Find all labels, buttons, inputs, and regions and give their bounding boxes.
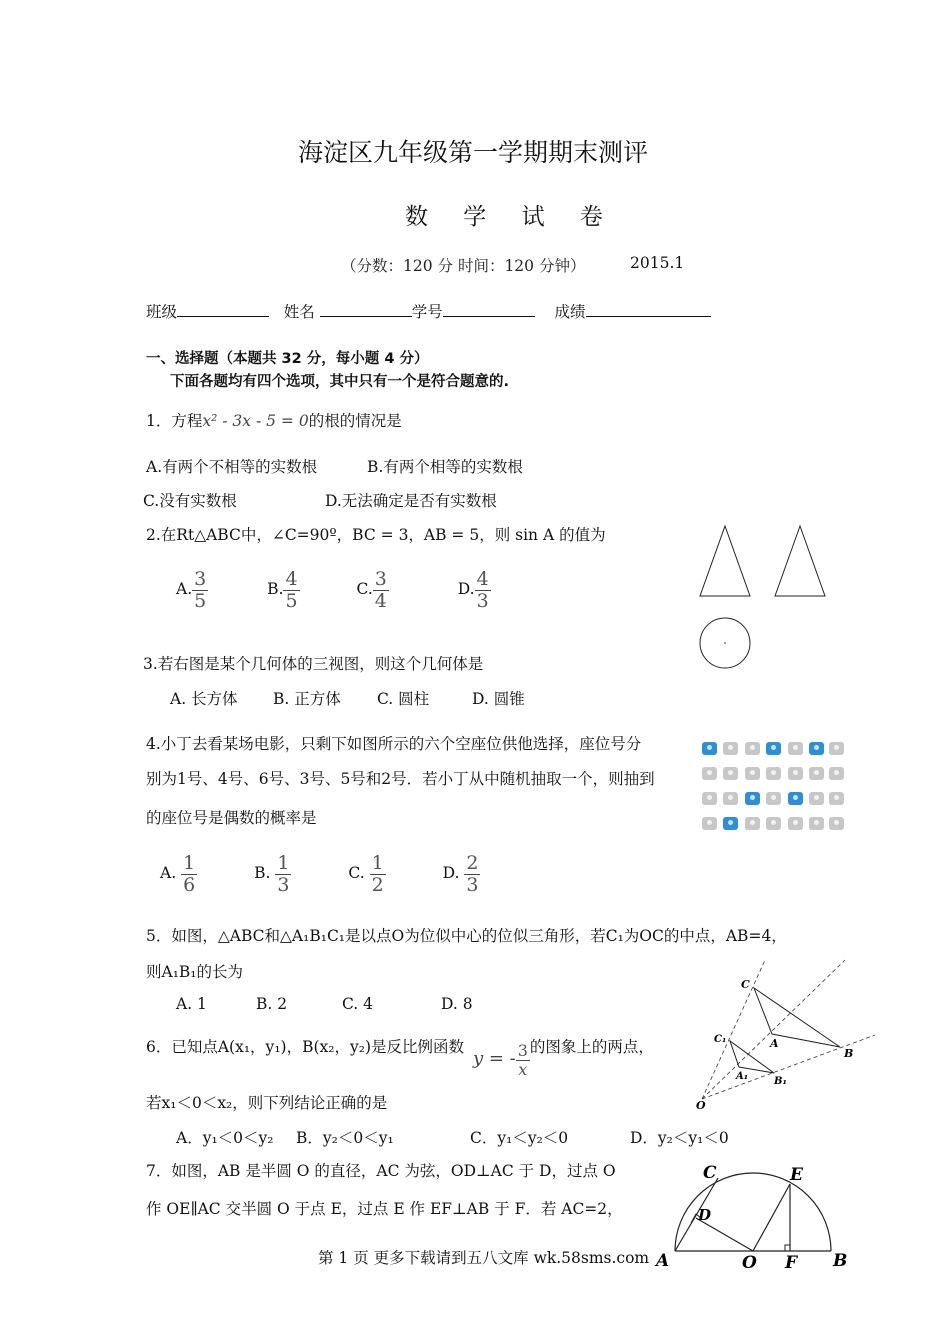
seat-taken xyxy=(723,792,738,805)
score-blank[interactable] xyxy=(586,302,711,317)
student-info-line xyxy=(146,300,711,322)
exam-date: 2015.1 xyxy=(630,254,685,272)
seat-taken xyxy=(788,767,803,780)
figure-label: O xyxy=(696,1099,706,1112)
q5-option-a[interactable]: A. 1 xyxy=(176,995,207,1013)
q3-option-c[interactable]: C. 圆柱 xyxy=(377,690,430,708)
seat-taken xyxy=(829,792,844,805)
semicircle-figure xyxy=(648,1156,858,1274)
score-label: 成绩 xyxy=(554,303,586,321)
q7-line2: 作 OE∥AC 交半圆 O 于点 E，过点 E 作 EF⊥AB 于 F．若 AC=2， xyxy=(146,1200,623,1218)
page-footer: 第 1 页 更多下载请到五八文库 wk.58sms.com xyxy=(318,1249,650,1267)
figure-label: C xyxy=(703,1163,717,1183)
q1-option-b[interactable]: B.有两个相等的实数根 xyxy=(367,458,523,476)
seat-taken xyxy=(809,817,824,830)
q3-option-d[interactable]: D. 圆锥 xyxy=(472,690,525,708)
figure-label: A xyxy=(770,1037,779,1050)
seat-taken xyxy=(745,742,760,755)
seat-taken xyxy=(766,817,781,830)
q7-line1: 7．如图，AB 是半圆 O 的直径，AC 为弦，OD⊥AC 于 D，过点 O xyxy=(146,1162,616,1180)
q6-line2: 若x₁＜0＜x₂，则下列结论正确的是 xyxy=(146,1094,388,1112)
q2-option-b[interactable]: B. $\frac{4}{5}$ xyxy=(267,568,298,612)
q4-options xyxy=(160,853,480,896)
figure-label: E xyxy=(790,1165,803,1185)
seat-taken xyxy=(788,742,803,755)
seat-taken xyxy=(745,817,760,830)
triangle-abc xyxy=(754,988,840,1047)
figure-label: B xyxy=(844,1047,854,1060)
q4-option-c[interactable]: C. $\frac{1}{2}$ xyxy=(348,852,384,896)
q4-line2: 别为1号、4号、6号、3号、5号和2号．若小丁从中随机抽取一个，则抽到 xyxy=(146,770,655,788)
q6-option-b[interactable]: B．y₂＜0＜y₁ xyxy=(296,1129,394,1147)
seat-taken xyxy=(809,792,824,805)
q1-option-c[interactable]: C.没有实数根 xyxy=(143,492,237,510)
section1-heading: 一、选择题（本题共 32 分，每小题 4 分） xyxy=(146,351,429,367)
seat-taken xyxy=(809,767,824,780)
triangle-a1b1c1 xyxy=(730,1041,774,1073)
q5-line2: 则A₁B₁的长为 xyxy=(146,963,244,981)
q5-option-d[interactable]: D. 8 xyxy=(441,995,473,1013)
q2-option-d[interactable]: D. $\frac{4}{3}$ xyxy=(457,568,489,612)
q1-stem xyxy=(146,409,402,431)
q2-options xyxy=(176,569,491,612)
seat-empty xyxy=(702,742,717,755)
q1-option-a[interactable]: A.有两个不相等的实数根 xyxy=(146,458,318,476)
q1-prefix: 1．方程 xyxy=(146,412,203,430)
seat-taken xyxy=(829,742,844,755)
figure-label: B₁ xyxy=(774,1076,787,1087)
top-view-center xyxy=(724,642,726,644)
q2-option-c[interactable]: C. $\frac{3}{4}$ xyxy=(356,568,387,612)
q4-line1: 4.小丁去看某场电影，只剩下如图所示的六个空座位供他选择，座位号分 xyxy=(146,735,642,753)
q5-line1: 5．如图，△ABC和△A₁B₁C₁是以点O为位似中心的位似三角形，若C₁为OC的中点，AB=4， xyxy=(146,927,787,945)
q6-line1 xyxy=(146,1030,654,1079)
q6-prefix: 6．已知点A(x₁，y₁)，B(x₂，y₂)是反比例函数 xyxy=(146,1038,464,1057)
seat-taken xyxy=(788,817,803,830)
seat-grid-figure xyxy=(702,742,844,834)
q3-option-b[interactable]: B. 正方体 xyxy=(273,690,341,708)
seat-taken xyxy=(766,767,781,780)
seat-taken xyxy=(702,817,717,830)
q4-line3: 的座位号是偶数的概率是 xyxy=(146,809,317,827)
seat-taken xyxy=(829,767,844,780)
q3-stem: 3.若右图是某个几何体的三视图，则这个几何体是 xyxy=(143,655,484,673)
seat-taken xyxy=(829,817,844,830)
class-blank[interactable] xyxy=(177,302,269,317)
figure-label: A₁ xyxy=(736,1071,749,1082)
q1-equation: x² - 3x - 5 = 0 xyxy=(202,412,309,430)
seat-empty xyxy=(788,792,803,805)
q2-stem: 2.在Rt△ABC中，∠C=90º，BC = 3，AB = 5，则 sin A 的值为 xyxy=(146,526,606,544)
q2-option-a[interactable]: A. $\frac{3}{5}$ xyxy=(176,568,207,612)
exam-meta: （分数：120 分 时间：120 分钟） xyxy=(341,257,586,275)
figure-label: A xyxy=(656,1251,670,1271)
section1-instruction: 下面各题均有四个选项，其中只有一个是符合题意的. xyxy=(170,374,510,390)
figure-label: C₁ xyxy=(714,1034,727,1045)
q6-option-c[interactable]: C．y₁＜y₂＜0 xyxy=(470,1129,569,1147)
q6-option-d[interactable]: D．y₂＜y₁＜0 xyxy=(630,1129,729,1147)
q5-option-b[interactable]: B. 2 xyxy=(256,995,288,1013)
seat-taken xyxy=(723,767,738,780)
q3-option-a[interactable]: A. 长方体 xyxy=(170,690,238,708)
front-view-triangle xyxy=(700,526,750,596)
q6-function-lhs: y = - xyxy=(472,1048,516,1070)
seat-empty xyxy=(809,742,824,755)
ray-ob xyxy=(702,1035,875,1099)
segment-oe xyxy=(753,1184,790,1251)
three-view-figure xyxy=(690,518,850,678)
q4-option-a[interactable]: A. $\frac{1}{6}$ xyxy=(160,852,196,896)
seat-empty xyxy=(745,792,760,805)
figure-label: O xyxy=(742,1253,757,1273)
name-label: 姓名 xyxy=(283,303,315,321)
id-label: 学号 xyxy=(411,303,443,321)
figure-label: B xyxy=(833,1251,848,1271)
homothety-figure xyxy=(690,955,890,1115)
q1-suffix: 的根的情况是 xyxy=(308,412,402,430)
seat-empty xyxy=(766,742,781,755)
right-angle-f xyxy=(785,1245,790,1251)
q5-option-c[interactable]: C. 4 xyxy=(342,995,374,1013)
q4-option-d[interactable]: D. $\frac{2}{3}$ xyxy=(442,852,479,896)
q6-suffix: 的图象上的两点， xyxy=(529,1038,654,1057)
seat-taken xyxy=(723,742,738,755)
seat-taken xyxy=(702,767,717,780)
figure-label: F xyxy=(785,1253,798,1273)
q6-option-a[interactable]: A．y₁＜0＜y₂ xyxy=(176,1129,274,1147)
figure-label: D xyxy=(698,1206,712,1224)
seat-taken xyxy=(766,792,781,805)
class-label: 班级 xyxy=(146,303,178,321)
seat-taken xyxy=(745,767,760,780)
id-blank[interactable] xyxy=(443,302,535,317)
name-blank[interactable] xyxy=(320,302,412,317)
q6-function-fraction: $\frac{3}{x}$ xyxy=(517,1041,528,1079)
exam-title: 海淀区九年级第一学期期末测评 xyxy=(298,138,649,167)
side-view-triangle xyxy=(775,526,825,596)
ray-oc xyxy=(702,960,765,1099)
seat-empty xyxy=(723,817,738,830)
q1-option-d[interactable]: D.无法确定是否有实数根 xyxy=(325,492,497,510)
figure-label: C xyxy=(741,978,750,991)
exam-subtitle: 数 学 试 卷 xyxy=(405,204,617,230)
seat-taken xyxy=(702,792,717,805)
q4-option-b[interactable]: B. $\frac{1}{3}$ xyxy=(254,852,290,896)
